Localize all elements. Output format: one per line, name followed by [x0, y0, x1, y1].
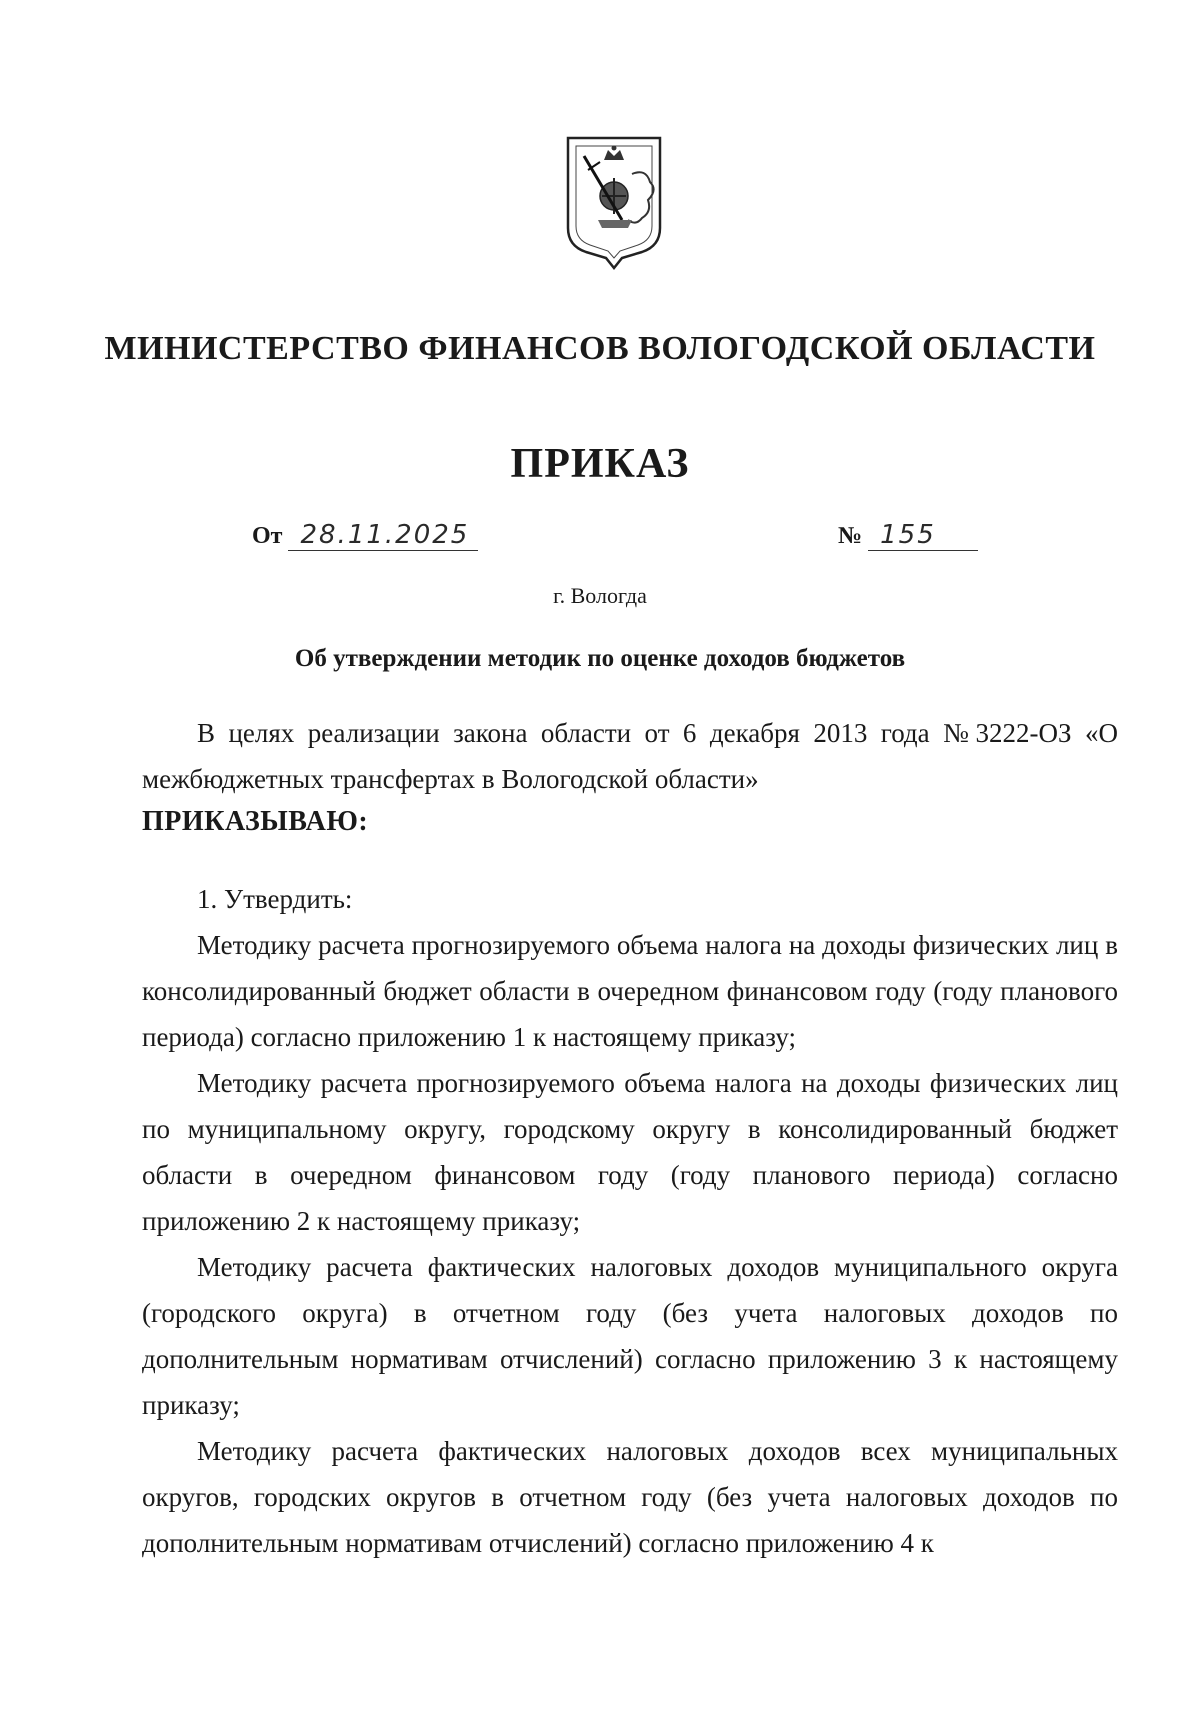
list-item: Методику расчета прогнозируемого объема налога на доходы физических лиц по муниципальному округу, городскому округу в консолидированный бюджет области в очередном финансовом году (году планового периода) согласно приложению 2 к настоящему приказу; — [142, 1068, 1118, 1236]
order-items — [142, 876, 1118, 1566]
document-type-title: ПРИКАЗ — [510, 441, 690, 487]
preamble-paragraph: В целях реализации закона области от 6 декабря 2013 года №3222-ОЗ «О межбюджетных трансфертах в Вологодской области» — [142, 718, 1118, 794]
date-value: 28.11.2025 — [288, 520, 478, 551]
list-item: Методику расчета фактических налоговых доходов всех муниципальных округов, городских округов в отчетном году (без учета налоговых доходов по дополнительным нормативам отчислений) согласно приложению 4 к — [142, 1436, 1118, 1558]
document-subject: Об утверждении методик по оценке доходов бюджетов — [294, 645, 906, 672]
number-value: 155 — [868, 520, 978, 551]
date-label: От — [252, 523, 283, 549]
list-item: Методику расчета прогнозируемого объема налога на доходы физических лиц в консолидированный бюджет области в очередном финансовом году (году планового периода) согласно приложению 1 к настоящему приказу; — [142, 930, 1118, 1052]
preamble-block — [142, 710, 1118, 802]
ministry-title: МИНИСТЕРСТВО ФИНАНСОВ ВОЛОГОДСКОЙ ОБЛАСТИ — [104, 330, 1096, 367]
order-heading: ПРИКАЗЫВАЮ: — [142, 806, 369, 837]
list-item: 1. Утвердить: — [197, 884, 353, 914]
date-field — [252, 520, 478, 551]
coat-of-arms-icon — [562, 134, 666, 270]
number-field — [838, 520, 978, 551]
number-label: № — [838, 523, 863, 549]
list-item: Методику расчета фактических налоговых доходов муниципального округа (городского округа) в отчетном году (без учета налоговых доходов по дополнительным нормативам отчислений) согласно приложению 3 к настоящему приказу; — [142, 1252, 1118, 1420]
city-line: г. Вологда — [553, 583, 647, 608]
